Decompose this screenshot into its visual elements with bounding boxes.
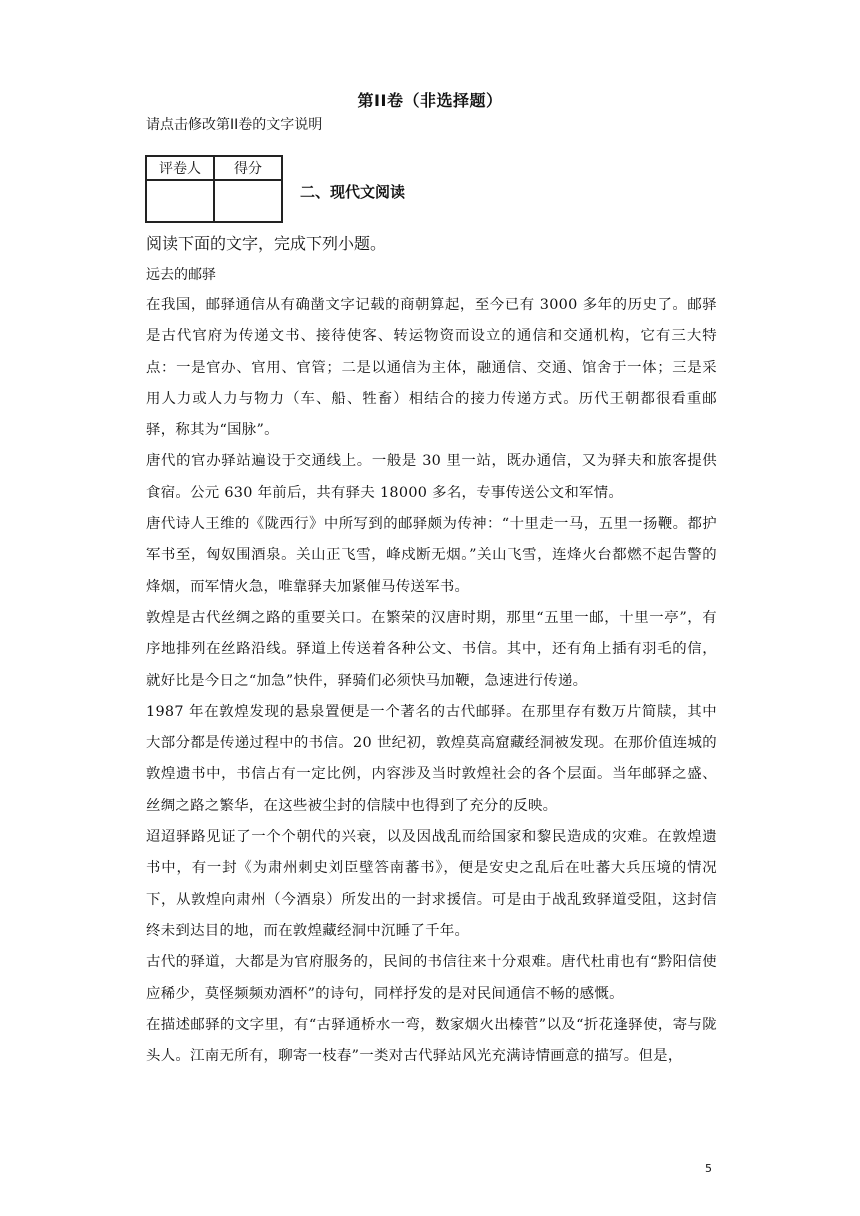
passage-title: 远去的邮驿	[146, 267, 216, 283]
grader-cell	[146, 180, 214, 222]
paragraph: 迢迢驿路见证了一个个朝代的兴衰，以及因战乱而给国家和黎民造成的灾难。在敦煌遗书中，有一封《为肃州刺史刘臣壁答南蕃书》，便是安史之乱后在吐蕃大兵压境的情况下，从敦煌向肃州（今酒泉）所发出的一封求援信。可是由于战乱致驿道受阻，这封信终未到达目的地，而在敦煌藏经洞中沉睡了千年。	[146, 829, 717, 939]
score-cell	[214, 180, 282, 222]
section-heading: 二、现代文阅读	[300, 183, 406, 201]
paragraph: 1987 年在敦煌发现的悬泉置便是一个著名的古代邮驿。在那里存有数万片简牍，其中大部分都是传递过程中的书信。20 世纪初，敦煌莫高窟藏经洞被发现。在那价值连城的敦煌遗书中，书信占有一定比例，内容涉及当时敦煌社会的各个层面。当年邮驿之盛、丝绸之路之繁华，在这些被尘封的信牍中也得到了充分的反映。	[146, 703, 717, 814]
paragraph: 在描述邮驿的文字里，有“古驿通桥水一弯，数家烟火出榛菅”以及“折花逢驿使，寄与陇头人。江南无所有，聊寄一枝春”一类对古代驿站风光充满诗情画意的描写。但是，	[146, 1016, 717, 1065]
paragraph: 唐代的官办驿站遍设于交通线上。一般是 30 里一站，既办通信，又为驿夫和旅客提供食宿。公元 630 年前后，共有驿夫 18000 多名，专事传送公文和军情。	[146, 453, 717, 501]
paragraph: 古代的驿道，大都是为官府服务的，民间的书信往来十分艰难。唐代杜甫也有“黔阳信使应稀少，莫怪频频劝酒杯”的诗句，同样抒发的是对民间通信不畅的感慨。	[146, 954, 717, 1002]
page-number: 5	[705, 1162, 712, 1175]
volume-title: 第II卷（非选择题）	[357, 91, 503, 110]
score-header: 得分	[214, 156, 282, 180]
paragraph: 在我国，邮驿通信从有确凿文字记载的商朝算起，至今已有 3000 多年的历史了。邮驿是古代官府为传递文书、接待使客、转运物资而设立的通信和交通机构，它有三大特点：一是官办、官用、官管；二是以通信为主体，融通信、交通、馆舍于一体；三是采用人力或人力与物力（车、船、牲畜）相结合的接力传递方式。历代王朝都很看重邮驿，称其为“国脉”。	[146, 297, 717, 439]
paragraph: 敦煌是古代丝绸之路的重要关口。在繁荣的汉唐时期，那里“五里一邮，十里一亭”，有序地排列在丝路沿线。驿道上传送着各种公文、书信。其中，还有角上插有羽毛的信，就好比是今日之“加急”快件，驿骑们必须快马加鞭，急速进行传递。	[146, 609, 717, 689]
reading-instruction: 阅读下面的文字，完成下列小题。	[146, 234, 387, 253]
paragraph: 唐代诗人王维的《陇西行》中所写到的邮驿颇为传神：“十里走一马，五里一扬鞭。都护军书至，匈奴围酒泉。关山正飞雪，峰戍断无烟。”关山飞雪，连烽火台都燃不起告警的烽烟，而军情火急，唯靠驿夫加紧催马传送军书。	[146, 516, 717, 595]
passage-body	[146, 290, 717, 1072]
grader-header: 评卷人	[146, 156, 214, 180]
volume-instruction[interactable]: 请点击修改第II卷的文字说明	[146, 117, 323, 133]
score-table	[145, 155, 283, 223]
